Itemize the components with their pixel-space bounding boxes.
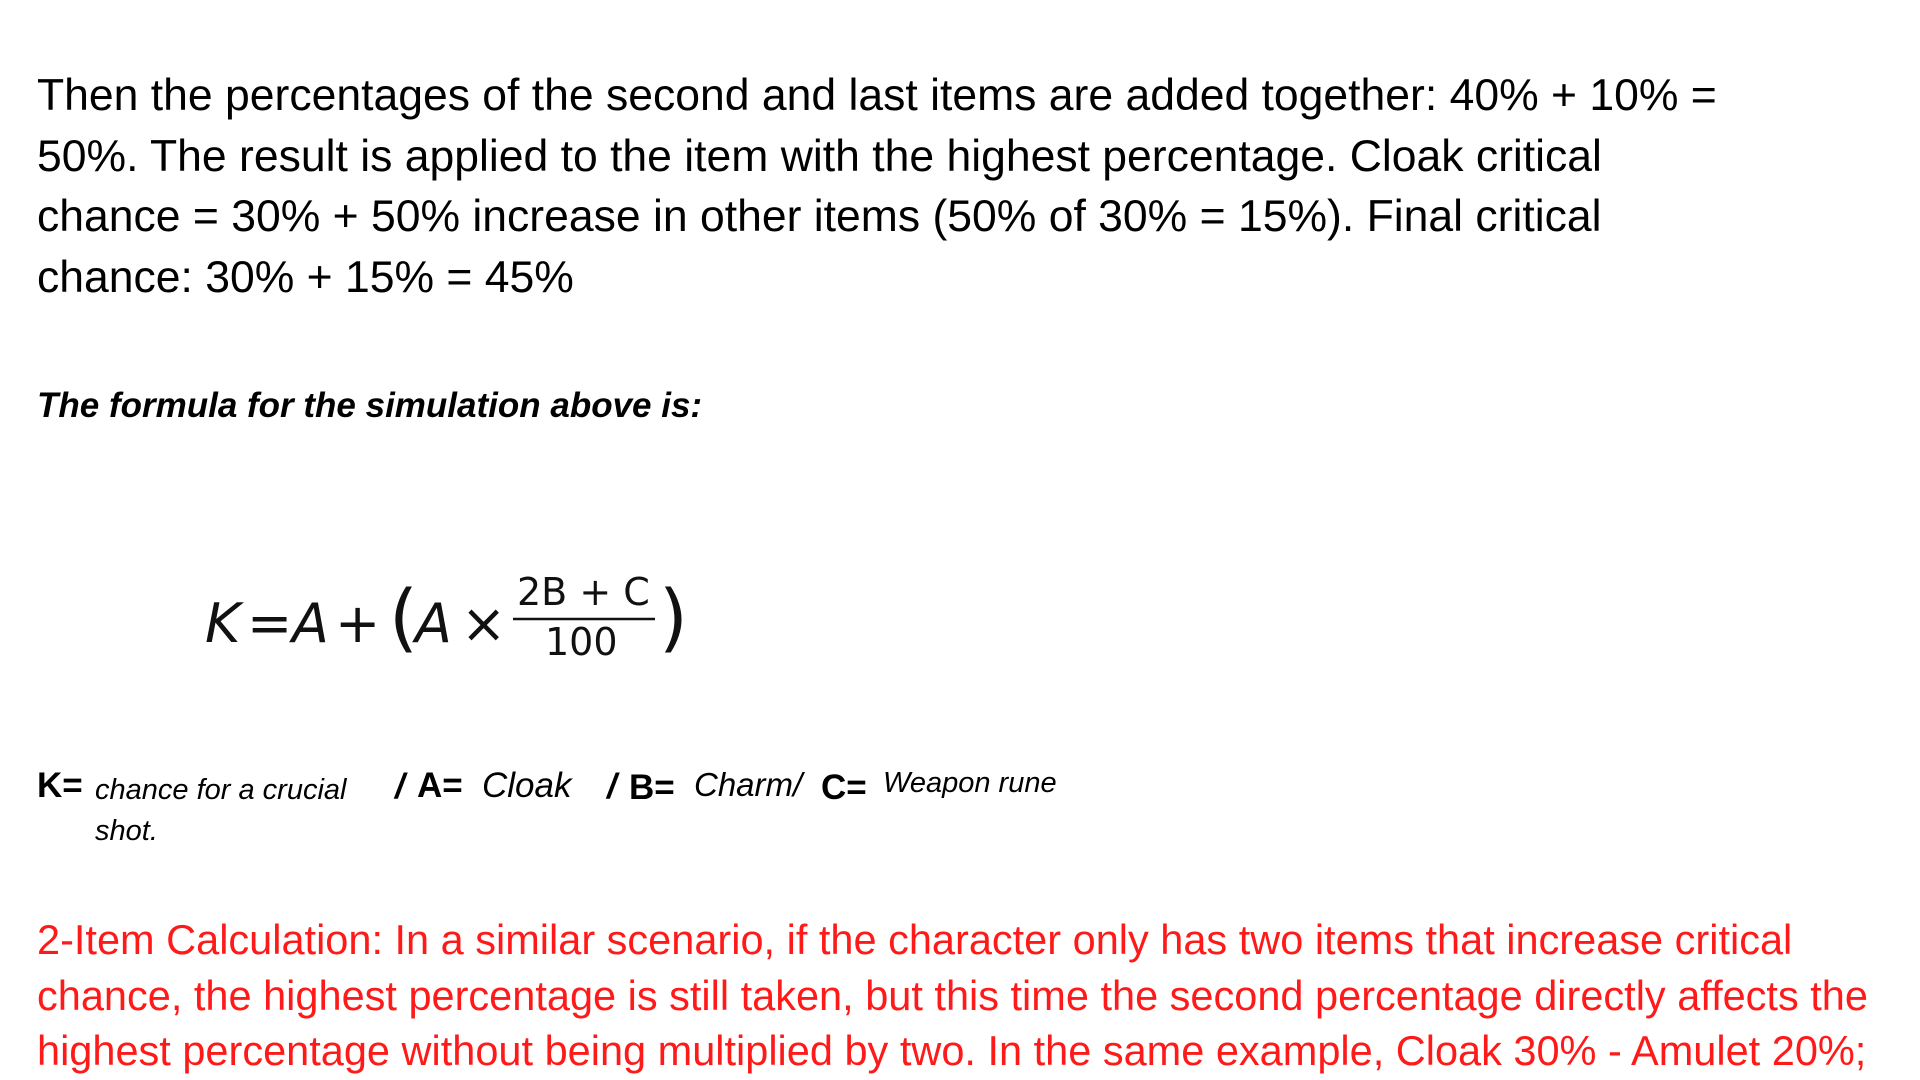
red-line-2: chance, the highest percentage is still taken, but this time the second percentage directly affects the	[37, 971, 1868, 1019]
legend-b-desc: Charm/	[694, 766, 803, 803]
legend-a-key: A=	[417, 766, 463, 805]
legend-separator: /	[607, 767, 617, 806]
formula-equals: =	[247, 592, 293, 655]
intro-line-1: Then the percentages of the second and last items are added together: 40% + 10% =	[37, 71, 1717, 120]
formula-numerator: 2B + C	[517, 570, 650, 614]
formula-plus: +	[335, 592, 381, 655]
formula-caption: The formula for the simulation above is:	[37, 386, 703, 425]
two-item-calculation-paragraph	[37, 912, 1897, 1079]
formula-left-paren: (	[389, 575, 418, 661]
legend-a-desc: Cloak	[482, 766, 572, 805]
red-line-1: 2-Item Calculation: In a similar scenario, if the character only has two items that increase critical	[37, 916, 1793, 963]
formula	[195, 565, 755, 685]
formula-legend	[37, 765, 1337, 855]
legend-separator: /	[395, 767, 405, 806]
formula-a2: A	[415, 592, 452, 655]
legend-k-desc-cont: shot.	[95, 815, 158, 847]
legend-c-desc: Weapon rune	[883, 767, 1057, 799]
intro-line-3: chance = 30% + 50% increase in other items (50% of 30% = 15%). Final critical	[37, 192, 1602, 241]
intro-line-4: chance: 30% + 15% = 45%	[37, 252, 574, 302]
intro-paragraph	[37, 66, 1847, 308]
formula-times: ×	[461, 592, 507, 655]
legend-c-key: C=	[821, 768, 867, 807]
intro-line-2: 50%. The result is applied to the item with the highest percentage. Cloak critical	[37, 131, 1602, 181]
legend-k-key: K=	[37, 766, 83, 805]
formula-right-paren: )	[659, 575, 688, 661]
legend-b-key: B=	[629, 768, 675, 807]
formula-denominator: 100	[545, 620, 618, 664]
formula-a1: A	[292, 592, 329, 655]
red-line-3: highest percentage without being multiplied by two. In the same example, Cloak 30% - Amulet 20%;	[37, 1027, 1867, 1074]
formula-k: K	[205, 592, 241, 655]
legend-k-desc: chance for a crucial	[95, 774, 347, 806]
